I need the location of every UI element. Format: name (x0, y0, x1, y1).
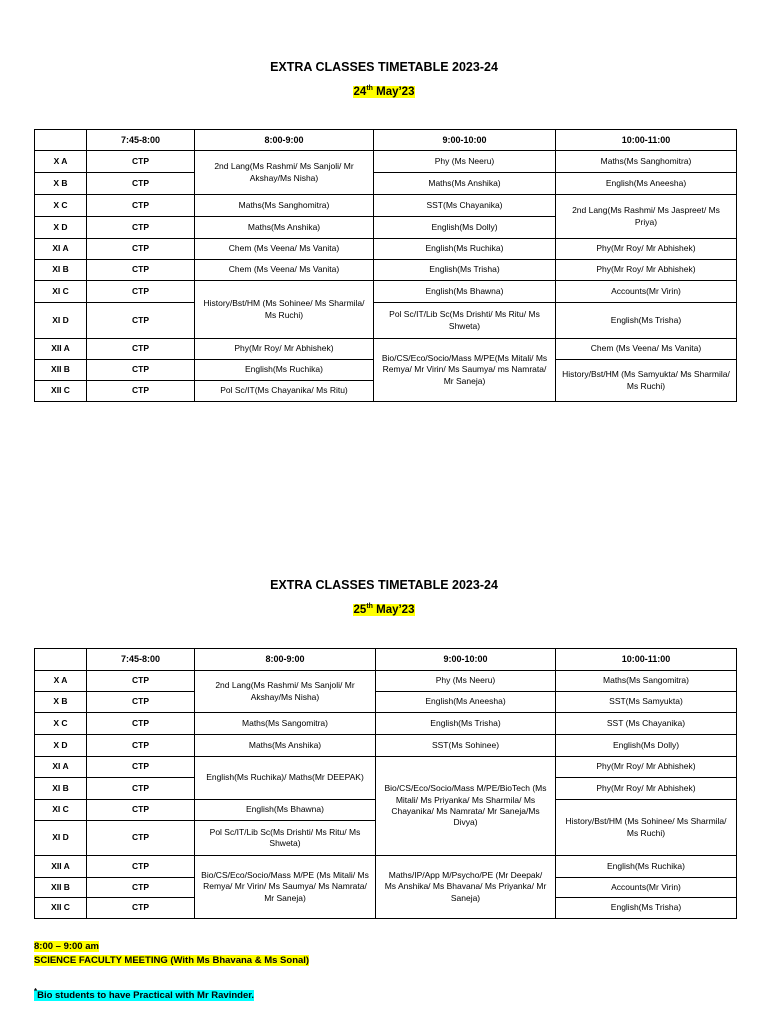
slot-cell: Phy (Ms Neeru) (374, 151, 556, 173)
timetable-title-2: EXTRA CLASSES TIMETABLE 2023-24 (270, 578, 498, 592)
class-cell: XII A (35, 339, 87, 360)
slot-cell: 2nd Lang(Ms Rashmi/ Ms Sanjoli/ Mr Akshay/Ms Nisha) (195, 151, 374, 195)
class-cell: X C (35, 713, 87, 735)
slot-cell: Bio/CS/Eco/Socio/Mass M/PE (Ms Mitali/ Ms Remya/ Mr Virin/ Ms Saumya/ Ms Namrata/ Mr Saneja) (195, 856, 376, 919)
timetable-date-2 (0, 603, 768, 616)
slot-cell: Pol Sc/IT/Lib Sc(Ms Drishti/ Ms Ritu/ Ms Shweta) (195, 821, 376, 856)
slot-cell: Maths(Ms Anshika) (195, 735, 376, 757)
slot-cell: English(Ms Trisha) (556, 898, 737, 919)
slot-cell: Accounts(Mr Virin) (556, 878, 737, 898)
date-month: May’23 (372, 603, 415, 616)
table-row (35, 757, 737, 778)
class-cell: XII C (35, 381, 87, 402)
header-cell: 10:00-11:00 (556, 130, 737, 151)
class-cell: XI A (35, 239, 87, 260)
slot-cell: Bio/CS/Eco/Socio/Mass M/PE/BioTech (Ms Mitali/ Ms Priyanka/ Ms Sharmila/ Ms Chayanika/ Ms Namrata/ Mr Saneja/Ms Divya) (376, 757, 556, 856)
slot-cell: Phy(Mr Roy/ Mr Abhishek) (195, 339, 374, 360)
table-row (35, 692, 737, 713)
class-cell: XII B (35, 878, 87, 898)
slot-cell: Maths(Ms Sanghomitra) (195, 195, 374, 217)
slot-cell: English(Ms Ruchika) (556, 856, 737, 878)
note-asterisk: * (34, 987, 38, 996)
slot-cell: Maths/IP/App M/Psycho/PE (Mr Deepak/ Ms Anshika/ Ms Bhavana/ Ms Priyanka/ Mr Saneja) (376, 856, 556, 919)
class-cell: XI B (35, 778, 87, 800)
table-row (35, 173, 737, 195)
class-cell: XI D (35, 821, 87, 856)
ctp-cell: CTP (87, 281, 195, 303)
class-cell: XII B (35, 360, 87, 381)
table-row (35, 239, 737, 260)
header-cell (35, 649, 87, 671)
class-cell: X C (35, 195, 87, 217)
header-cell: 8:00-9:00 (195, 649, 376, 671)
slot-cell: Maths(Ms Sangomitra) (556, 671, 737, 692)
class-cell: XII A (35, 856, 87, 878)
slot-cell: English(Ms Trisha) (376, 713, 556, 735)
ctp-cell: CTP (87, 821, 195, 856)
ctp-cell: CTP (87, 800, 195, 821)
class-cell: X D (35, 217, 87, 239)
meeting-time: 8:00 – 9:00 am (34, 941, 99, 952)
date-suffix: th (366, 85, 373, 92)
ctp-cell: CTP (87, 856, 195, 878)
table-row (35, 195, 737, 217)
header-cell: 7:45-8:00 (87, 649, 195, 671)
ctp-cell: CTP (87, 898, 195, 919)
header-cell: 9:00-10:00 (376, 649, 556, 671)
ctp-cell: CTP (87, 735, 195, 757)
slot-cell: History/Bst/HM (Ms Sohinee/ Ms Sharmila/ Ms Ruchi) (556, 800, 737, 856)
ctp-cell: CTP (87, 173, 195, 195)
ctp-cell: CTP (87, 778, 195, 800)
slot-cell: Phy(Mr Roy/ Mr Abhishek) (556, 757, 737, 778)
slot-cell: English(Ms Ruchika) (195, 360, 374, 381)
slot-cell: Phy(Mr Roy/ Mr Abhishek) (556, 260, 737, 281)
ctp-cell: CTP (87, 217, 195, 239)
date-day: 25 (353, 603, 367, 616)
class-cell: XI C (35, 800, 87, 821)
slot-cell: Phy(Mr Roy/ Mr Abhishek) (556, 239, 737, 260)
timetable-title-1: EXTRA CLASSES TIMETABLE 2023-24 (270, 60, 498, 74)
slot-cell: Accounts(Mr Virin) (556, 281, 737, 303)
table-row (35, 281, 737, 303)
ctp-cell: CTP (87, 381, 195, 402)
ctp-cell: CTP (87, 671, 195, 692)
slot-cell: Phy (Ms Neeru) (376, 671, 556, 692)
header-cell: 7:45-8:00 (87, 130, 195, 151)
table-header-row (35, 130, 737, 151)
class-cell: XII C (35, 898, 87, 919)
class-cell: X B (35, 173, 87, 195)
slot-cell: Chem (Ms Veena/ Ms Vanita) (195, 239, 374, 260)
slot-cell: English(Ms Dolly) (374, 217, 556, 239)
meeting-note (34, 940, 309, 968)
class-cell: XI B (35, 260, 87, 281)
ctp-cell: CTP (87, 757, 195, 778)
slot-cell: 2nd Lang(Ms Rashmi/ Ms Jaspreet/ Ms Priya) (556, 195, 737, 239)
table-row (35, 151, 737, 173)
slot-cell: Maths(Ms Anshika) (195, 217, 374, 239)
class-cell: X A (35, 671, 87, 692)
header-cell: 10:00-11:00 (556, 649, 737, 671)
slot-cell: English(Ms Bhawna) (195, 800, 376, 821)
slot-cell: SST(Ms Chayanika) (374, 195, 556, 217)
table-row (35, 303, 737, 339)
slot-cell: Maths(Ms Sanghomitra) (556, 151, 737, 173)
slot-cell: English(Ms Ruchika) (374, 239, 556, 260)
slot-cell: History/Bst/HM (Ms Samyukta/ Ms Sharmila/ Ms Ruchi) (556, 360, 737, 402)
slot-cell: English(Ms Trisha) (556, 303, 737, 339)
ctp-cell: CTP (87, 692, 195, 713)
date-day: 24 (353, 85, 367, 98)
slot-cell: English(Ms Aneesha) (556, 173, 737, 195)
slot-cell: SST(Ms Samyukta) (556, 692, 737, 713)
ctp-cell: CTP (87, 195, 195, 217)
timetable-date-1 (0, 85, 768, 98)
class-cell: XI C (35, 281, 87, 303)
ctp-cell: CTP (87, 339, 195, 360)
table-row (35, 713, 737, 735)
ctp-cell: CTP (87, 878, 195, 898)
header-cell: 9:00-10:00 (374, 130, 556, 151)
table-row (35, 260, 737, 281)
slot-cell: Chem (Ms Veena/ Ms Vanita) (195, 260, 374, 281)
bio-practical-note (34, 986, 254, 1003)
class-cell: XI A (35, 757, 87, 778)
class-cell: X B (35, 692, 87, 713)
class-cell: X A (35, 151, 87, 173)
slot-cell: SST (Ms Chayanika) (556, 713, 737, 735)
ctp-cell: CTP (87, 151, 195, 173)
slot-cell: Maths(Ms Anshika) (374, 173, 556, 195)
ctp-cell: CTP (87, 260, 195, 281)
slot-cell: Pol Sc/IT(Ms Chayanika/ Ms Ritu) (195, 381, 374, 402)
slot-cell: English(Ms Dolly) (556, 735, 737, 757)
slot-cell: English(Ms Trisha) (374, 260, 556, 281)
slot-cell: 2nd Lang(Ms Rashmi/ Ms Sanjoli/ Mr Akshay/Ms Nisha) (195, 671, 376, 713)
timetable-24-may (34, 129, 737, 402)
slot-cell: Bio/CS/Eco/Socio/Mass M/PE(Ms Mitali/ Ms Remya/ Mr Virin/ Ms Saumya/ ms Namrata/ Mr Saneja) (374, 339, 556, 402)
table-row (35, 856, 737, 878)
slot-cell: Chem (Ms Veena/ Ms Vanita) (556, 339, 737, 360)
class-cell: XI D (35, 303, 87, 339)
slot-cell: English(Ms Bhawna) (374, 281, 556, 303)
table-row (35, 735, 737, 757)
header-cell (35, 130, 87, 151)
ctp-cell: CTP (87, 360, 195, 381)
timetable-25-may (34, 648, 737, 919)
class-cell: X D (35, 735, 87, 757)
ctp-cell: CTP (87, 239, 195, 260)
bio-note-text: Bio students to have Practical with Mr Ravinder. (37, 990, 255, 1002)
header-cell: 8:00-9:00 (195, 130, 374, 151)
slot-cell: History/Bst/HM (Ms Sohinee/ Ms Sharmila/ Ms Ruchi) (195, 281, 374, 339)
ctp-cell: CTP (87, 713, 195, 735)
slot-cell: English(Ms Aneesha) (376, 692, 556, 713)
slot-cell: Phy(Mr Roy/ Mr Abhishek) (556, 778, 737, 800)
date-suffix: th (366, 603, 373, 610)
slot-cell: Pol Sc/IT/Lib Sc(Ms Drishti/ Ms Ritu/ Ms Shweta) (374, 303, 556, 339)
table-header-row (35, 649, 737, 671)
date-month: May’23 (372, 85, 415, 98)
ctp-cell: CTP (87, 303, 195, 339)
slot-cell: Maths(Ms Sangomitra) (195, 713, 376, 735)
table-row (35, 671, 737, 692)
slot-cell: English(Ms Ruchika)/ Maths(Mr DEEPAK) (195, 757, 376, 800)
slot-cell: SST(Ms Sohinee) (376, 735, 556, 757)
meeting-title: SCIENCE FACULTY MEETING (With Ms Bhavana & Ms Sonal) (34, 954, 310, 966)
table-row (35, 339, 737, 360)
